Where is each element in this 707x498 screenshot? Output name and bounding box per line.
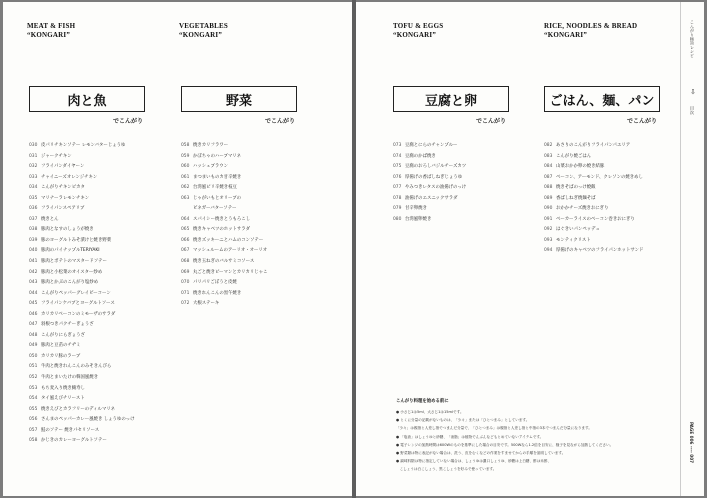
recipe-title: 厚揚げの香ばしねぎじょうゆ (405, 174, 463, 180)
recipe-title: 丸ごと焼きピーマンとカリカリじゃこ (193, 269, 268, 275)
page-number: 094 (544, 248, 553, 254)
recipe-title: タイ風えびチリースト (41, 396, 85, 402)
recipe-title: ビネガーバターソテー (193, 206, 237, 212)
recipe-title: やみつきレタスの油揚げのっけ (405, 185, 467, 191)
page-number: 091 (544, 216, 553, 222)
section-subtitle: でこんがり (627, 118, 658, 125)
recipe-title: フライパンスペアリブ (41, 206, 85, 212)
category-heading (179, 22, 228, 40)
recipe-row (544, 162, 678, 173)
recipe-title: ベーカーライスのベーコン巻きおにぎり (556, 216, 635, 222)
page-number: 089 (544, 195, 553, 201)
page-number: 058 (181, 143, 190, 148)
left-page (3, 2, 352, 496)
recipe-row (544, 215, 678, 226)
recipe-row (393, 215, 563, 226)
page-number: 073 (393, 143, 402, 148)
page-number: 082 (544, 143, 553, 148)
recipe-title: 厚揚げのキャベツのフライパンホットサンド (556, 248, 644, 254)
recipe-row (181, 152, 351, 163)
recipe-row (181, 194, 351, 205)
page-number: 080 (393, 216, 402, 222)
page-number: 044 (29, 290, 38, 296)
page-number: 087 (544, 174, 553, 180)
page-number: 066 (181, 237, 190, 243)
recipe-title: ハッシュブラウン (193, 164, 229, 170)
page-number: 079 (393, 206, 402, 212)
page-number: 069 (181, 269, 190, 275)
series-name: “KONGARI” (544, 31, 588, 39)
recipe-title: 台湾風卵焼き (405, 216, 432, 222)
recipe-row (393, 204, 563, 215)
note-line: ● 「塩油」はしょうゆと砂糖、「油脂」は植物でんぷんなどもとめていないアイテムです。 (396, 434, 544, 439)
recipe-title: 牛肉と焼きれんこんのみそきんぴら (41, 364, 112, 370)
recipe-row (544, 204, 678, 215)
note-line: ● 野菜類は特に表記がない場合は、洗う、皮をむくなどの作業をすませてからの手順を説明しています。 (396, 451, 566, 456)
recipe-row (544, 194, 678, 205)
section-subtitle: でこんがり (265, 118, 296, 125)
page-number: 070 (181, 280, 190, 286)
notes-title: こんがり料理を始める前に (396, 399, 449, 404)
recipe-title: こんがりチキンピカタ (41, 185, 85, 191)
page-number: 072 (181, 301, 190, 307)
page-number: 071 (181, 290, 190, 296)
category-name: TOFU & EGGS (393, 22, 444, 30)
recipe-title: 甘辛卵焼き (405, 206, 427, 212)
page-number: 050 (29, 353, 38, 359)
recipe-title: 焼き玉ねぎのバルサミコソース (193, 259, 255, 265)
recipe-title: マリナーラレモンチキン (41, 195, 90, 201)
page-number: 059 (181, 153, 190, 159)
page-number: 078 (393, 195, 402, 201)
category-name: VEGETABLES (179, 22, 228, 30)
recipe-row (29, 426, 199, 437)
series-name: “KONGARI” (393, 31, 437, 39)
page-number: 038 (29, 227, 38, 233)
recipe-title: 焼きそばのっけ焼飯 (556, 185, 596, 191)
page-number: 045 (29, 301, 38, 307)
page-number: 068 (181, 259, 190, 265)
recipe-row (181, 236, 351, 247)
page-number: 053 (29, 385, 38, 391)
page-number: 051 (29, 364, 38, 370)
recipe-row (544, 141, 678, 152)
section-title: ごはん、麺、パン (544, 86, 660, 112)
recipe-row (29, 436, 199, 447)
page-number: 055 (29, 406, 38, 412)
page-number: 092 (544, 227, 553, 233)
recipe-title: 焼きえびとカラフリーのディルマリネ (41, 406, 116, 412)
recipe-title: フライパンケバブとヨーグルトソース (41, 301, 115, 307)
recipe-title: 大根ステーキ (193, 301, 220, 307)
page-number: 036 (29, 206, 38, 212)
recipe-row (393, 162, 563, 173)
page-number: 088 (544, 185, 553, 191)
recipe-row (29, 204, 199, 215)
recipe-row (29, 362, 199, 373)
recipe-row (544, 236, 678, 247)
recipe-title: 焼きれんこんの黒午焼き (193, 290, 242, 296)
recipe-title: 豚肉とかぶのこんがり塩炒め (41, 280, 99, 286)
page-number: 057 (29, 427, 38, 433)
recipe-row (29, 162, 199, 173)
recipe-list (29, 141, 199, 447)
recipe-title: スパイシー焼きとうもろこし (193, 216, 251, 222)
recipe-title: チャイニーズオレンジチキン (41, 174, 98, 180)
page-number: 056 (29, 417, 38, 423)
recipe-row (29, 415, 199, 426)
recipe-row (393, 194, 563, 205)
notes-block (396, 398, 668, 474)
page-number: 084 (544, 164, 553, 170)
page-number: 075 (393, 164, 402, 170)
recipe-title: 香ばしねぎ焼麺そば (556, 195, 596, 201)
recipe-title: 焼きズッキーニとハムのコンソテー (193, 237, 264, 243)
category-heading (393, 22, 443, 40)
side-index-strip (680, 2, 704, 496)
recipe-row (393, 173, 563, 184)
recipe-title: 鮭のソテー 焼きパセリソース (41, 427, 100, 433)
book-title-vertical: こんがり極旨レシピ (690, 20, 695, 58)
note-line: ● 電子レンジの加熱時間は600Wのものを基準にした場合の目安です。500Wなら1.2倍を目安に、様子を見ながら加熱してください。 (396, 442, 614, 447)
recipe-row (393, 183, 563, 194)
recipe-title: 豚肉と小松菜のオイスター炒め (41, 269, 103, 275)
recipe-title: まつまいものカ甘辛焼き (193, 174, 242, 180)
page-number: 034 (29, 185, 38, 191)
recipe-row (29, 384, 199, 395)
toc-label-vertical: 目次 (690, 106, 695, 115)
recipe-title: こんがり焼ごはん (556, 153, 592, 159)
recipe-title: フライパンダイヤーン (41, 164, 85, 170)
page-number: 046 (29, 311, 38, 317)
recipe-row (181, 162, 351, 173)
recipe-title: モンティクリスト (556, 237, 591, 243)
recipe-title: パリパリごぼうと皮焼 (193, 280, 237, 286)
page-number: 058 (29, 438, 38, 444)
recipe-row (29, 236, 199, 247)
page-number: 039 (29, 237, 38, 243)
recipe-row (29, 141, 199, 152)
page-number: 040 (29, 248, 38, 254)
recipe-list (544, 141, 678, 257)
recipe-row (544, 173, 678, 184)
recipe-row (181, 278, 351, 289)
page-number: 041 (29, 259, 38, 265)
section-subtitle: でこんがり (476, 118, 507, 125)
recipe-title: かじきのカレーヨーグルトソテー (41, 438, 107, 444)
category-heading (544, 22, 637, 40)
recipe-title: さんまのペッパーカレー風焼き しょうゆのっけ (41, 417, 135, 423)
series-name: “KONGARI” (27, 31, 71, 39)
note-line: こしょうは白こしょう、黒こしょうを好みで使っています。 (396, 467, 497, 472)
recipe-row (393, 152, 563, 163)
page-number: 033 (29, 174, 38, 180)
recipe-title: カリカリベーコンのミモーザのサラダ (41, 311, 116, 317)
section-title: 豆腐と卵 (393, 86, 509, 112)
down-arrow-icon: ⇩ (690, 88, 696, 96)
recipe-row (29, 299, 199, 310)
section-title: 野菜 (181, 86, 297, 112)
recipe-row (29, 257, 199, 268)
recipe-title: 豚肉とポテトのマスタードソテー (41, 259, 107, 265)
recipe-row (29, 278, 199, 289)
recipe-title: こんがりペッパーグレイビーコーン (41, 290, 111, 296)
recipe-row (544, 183, 678, 194)
recipe-title: 羽根つきパクチーぎょうざ (41, 322, 94, 328)
recipe-row (29, 341, 199, 352)
recipe-title: もち麦入り焼き鯖寿し (41, 385, 85, 391)
section-subtitle: でこんがり (113, 118, 144, 125)
category-name: MEAT & FISH (27, 22, 76, 30)
recipe-row (29, 310, 199, 321)
recipe-row (544, 152, 678, 163)
right-page (356, 2, 704, 496)
recipe-row (29, 331, 199, 342)
recipe-row (29, 352, 199, 363)
recipe-row (29, 268, 199, 279)
recipe-row (181, 215, 351, 226)
recipe-title: おかかチーズ焼きおにぎり (556, 206, 609, 212)
recipe-title: こんがりにらぎょうざ (41, 332, 85, 338)
page-number: 048 (29, 332, 38, 338)
page-number: 077 (393, 185, 402, 191)
recipe-row (29, 152, 199, 163)
category-heading (27, 22, 75, 40)
recipe-row (29, 215, 199, 226)
recipe-row (181, 225, 351, 236)
recipe-title: じゃがいもとオリーブの (193, 195, 242, 201)
page-number: 074 (393, 153, 402, 159)
note-line: 「少々」は親指と人差し指でつまんだ分量で、「ひとつまみ」は親指と人差し指と中指の3本でつまんだ分量になります。 (396, 426, 592, 431)
recipe-title: 豆腐のおろしバジルチーズカツ (405, 164, 467, 170)
recipe-title: 山菜おかか卵の焼き結豚 (556, 164, 605, 170)
page-reference: PAGE 006 ---- 007 (689, 422, 694, 464)
recipe-row (181, 246, 351, 257)
recipe-row (29, 183, 199, 194)
page-number: 042 (29, 269, 38, 275)
recipe-row (29, 405, 199, 416)
notes-lines (396, 408, 668, 474)
page-number: 030 (29, 143, 38, 148)
recipe-row (29, 194, 199, 205)
recipe-title: 油揚げのエスニックサラダ (405, 195, 458, 201)
recipe-title: 豚肉となすのしょうが焼き (41, 227, 94, 233)
page-number: 035 (29, 195, 38, 201)
note-line: ● 小さじ1は5ml、大さじ1は15mlです。 (396, 410, 464, 414)
recipe-row (181, 289, 351, 300)
page-number: 067 (181, 248, 190, 254)
recipe-row (29, 246, 199, 257)
recipe-row (181, 204, 351, 215)
section-title: 肉と魚 (29, 86, 145, 112)
recipe-title: ベーコン、アーモンド、クレソンの焼きめし (556, 174, 643, 180)
recipe-title: はぐきいパンペッデュ (556, 227, 600, 233)
page-number: 047 (29, 322, 38, 328)
note-line: ● とくに分量の記載がないものは、「少々」または「ひとつまみ」としています。 (396, 418, 530, 423)
page-number: 061 (181, 174, 190, 180)
recipe-row (181, 268, 351, 279)
page-number: 062 (181, 185, 190, 191)
recipe-title: 焼きキャベツのホットサラダ (193, 227, 251, 233)
recipe-row (544, 225, 678, 236)
recipe-row (181, 299, 351, 310)
page-number: 063 (181, 195, 190, 201)
recipe-row (29, 225, 199, 236)
recipe-row (29, 320, 199, 331)
recipe-title: 豚のヨーグルトみそ漬けと焼き野菜 (41, 237, 112, 243)
recipe-title: 豚肉と豆苗のチヂミ (41, 343, 81, 349)
page-number: 037 (29, 216, 38, 222)
recipe-title: ジャークチキン (41, 153, 72, 159)
recipe-title: 牛肉とまいたけの韓国風焼き (41, 375, 99, 381)
page-number: 043 (29, 280, 38, 286)
recipe-title: 焼きとん (41, 216, 59, 222)
page-number: 076 (393, 174, 402, 180)
recipe-list (181, 141, 351, 310)
recipe-row (29, 289, 199, 300)
recipe-row (29, 173, 199, 184)
recipe-title: あさりのこんがりフライパンパエリア (556, 143, 631, 148)
recipe-title: マッシュルームのアーリオ・オーリオ (193, 248, 268, 254)
page-number: 060 (181, 164, 190, 170)
page-number: 031 (29, 153, 38, 159)
recipe-row (393, 141, 563, 152)
recipe-title: かぼちゃのハーブマリネ (193, 153, 241, 159)
recipe-row (29, 373, 199, 384)
recipe-row (181, 141, 351, 152)
page-number: 032 (29, 164, 38, 170)
recipe-title: 皮パリチキンソテー レモンバターじょうゆ (41, 143, 126, 148)
page-number: 054 (29, 396, 38, 402)
series-name: “KONGARI” (179, 31, 223, 39)
page-number: 052 (29, 375, 38, 381)
recipe-row (181, 183, 351, 194)
page-number: 083 (544, 153, 553, 159)
note-line: ● 調味料類は特に指定していない場合は、しょうゆは濃口しょうゆ、砂糖は上白糖、酢は米酢、 (396, 459, 552, 464)
category-name: RICE, NOODLES & BREAD (544, 22, 638, 30)
recipe-row (181, 173, 351, 184)
page-number: 093 (544, 237, 553, 243)
recipe-title: 豆腐のかば焼き (405, 153, 436, 159)
page-number: 064 (181, 216, 190, 222)
recipe-title: 豆腐とにらのチャンプルー (405, 143, 458, 148)
recipe-title: カリカリ豚のラーブ (41, 353, 81, 359)
recipe-list (393, 141, 563, 225)
page-number: 049 (29, 343, 38, 349)
recipe-title: 焼きカリフラワー (193, 143, 229, 148)
recipe-row (181, 257, 351, 268)
recipe-row (29, 394, 199, 405)
recipe-title: 豚肉のパイナップルTERIYAKI (41, 248, 100, 254)
recipe-title: 台湾風ピリ辛焼き枝豆 (193, 185, 237, 191)
page-number: 090 (544, 206, 553, 212)
recipe-row (544, 246, 678, 257)
page-number: 065 (181, 227, 190, 233)
